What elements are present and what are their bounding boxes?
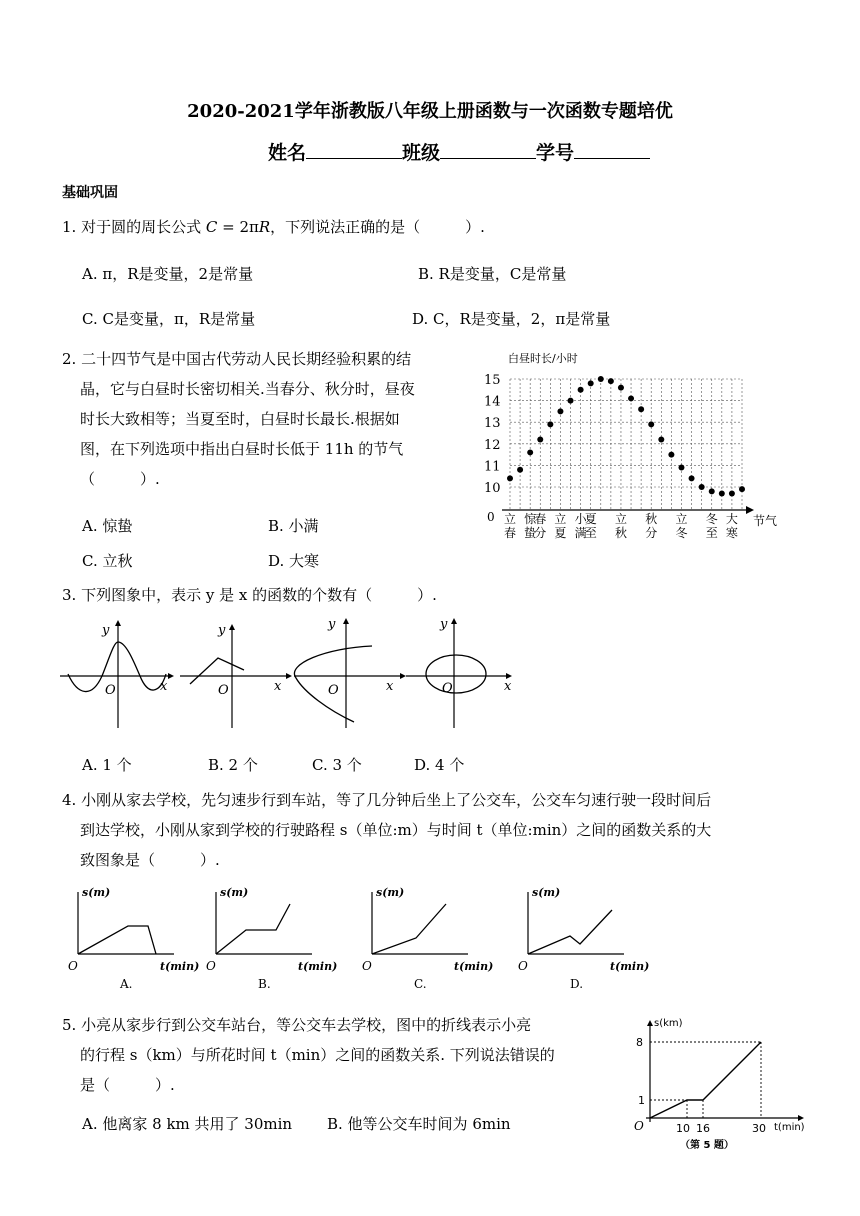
data-point xyxy=(668,452,674,458)
student-info-line xyxy=(268,138,650,165)
data-point xyxy=(578,387,584,393)
q4-curve xyxy=(216,904,290,954)
x-tick-label: 夏 xyxy=(554,526,567,540)
q5-line: 是（ ）. xyxy=(80,1076,175,1094)
data-point xyxy=(638,406,644,412)
q5-caption: （第 5 题） xyxy=(680,1140,734,1151)
q3-graph-4 xyxy=(406,617,512,728)
q4-graphs xyxy=(60,882,660,994)
q5-stem xyxy=(62,1010,632,1100)
chart-points xyxy=(507,376,745,496)
y-tick-label: 15 xyxy=(484,373,501,388)
svg-text:y: y xyxy=(218,623,226,638)
q4-option-label: C. xyxy=(414,977,427,991)
q5-ytick-8: 8 xyxy=(636,1036,643,1049)
x-tick-label: 满 xyxy=(574,526,587,540)
x-tick-label: 至 xyxy=(705,526,718,540)
q4-curve xyxy=(78,926,156,954)
data-point xyxy=(527,449,533,455)
q2-line: 2. 二十四节气是中国古代劳动人民长期经验积累的结 xyxy=(62,350,412,368)
data-point xyxy=(648,421,654,427)
q4-xlabel: t(min) xyxy=(454,960,494,973)
data-point xyxy=(568,398,574,404)
data-point xyxy=(598,376,604,382)
x-tick-label: 分 xyxy=(645,526,658,540)
q4-origin: O xyxy=(518,959,528,973)
q4-graph-d[interactable] xyxy=(518,886,649,991)
chart-origin: 0 xyxy=(487,510,495,524)
q5-xtick-16: 16 xyxy=(696,1122,710,1135)
svg-text:x: x xyxy=(160,679,168,694)
q3-stem: 3. 下列图象中，表示 y 是 x 的函数的个数有（ ）. xyxy=(62,586,437,604)
q2-line: 时长大致相等；当夏至时，白昼时长最长.根据如 xyxy=(80,410,400,428)
x-tick-label: 立 xyxy=(675,512,688,526)
q4-curve xyxy=(372,904,446,954)
q5-ytick-1: 1 xyxy=(638,1094,645,1107)
q4-curve xyxy=(528,910,612,954)
data-point xyxy=(547,421,553,427)
svg-text:y: y xyxy=(102,623,110,638)
x-tick-label: 冬 xyxy=(705,512,718,526)
q3-graphs xyxy=(56,612,526,732)
x-tick-label: 秋 xyxy=(614,526,627,540)
data-point xyxy=(557,408,563,414)
q3-graph-3 xyxy=(294,617,406,728)
x-tick-label: 立 xyxy=(554,512,567,526)
data-point xyxy=(618,385,624,391)
data-point xyxy=(608,378,614,384)
chart-y-ticks xyxy=(484,373,501,496)
q1-option-c[interactable]: C. C是变量，π，R是常量 xyxy=(82,310,256,328)
q4-option-label: D. xyxy=(570,977,584,991)
name-blank[interactable] xyxy=(306,140,402,159)
section-heading: 基础巩固 xyxy=(62,185,118,201)
q1-formula-c: C xyxy=(205,218,218,236)
chart-grid xyxy=(510,379,742,510)
q1-option-b[interactable]: B. R是变量，C是常量 xyxy=(418,265,567,283)
q3-option-a[interactable]: A. 1 个 xyxy=(82,756,132,774)
chart-xlabel: 节气 xyxy=(753,514,778,528)
y-tick-label: 14 xyxy=(484,394,501,410)
id-label: 学号 xyxy=(536,142,575,164)
q4-option-label: B. xyxy=(258,977,271,991)
q2-line: 晶，它与白昼时长密切相关.当春分、秋分时，昼夜 xyxy=(80,380,415,398)
q2-option-c[interactable]: C. 立秋 xyxy=(82,552,133,570)
q1-formula-r: R xyxy=(258,218,271,236)
q4-graph-a[interactable] xyxy=(68,886,199,991)
q5-option-b[interactable]: B. 他等公交车时间为 6min xyxy=(327,1115,511,1133)
q4-stem xyxy=(62,785,822,875)
q3-graph-1 xyxy=(60,620,174,728)
x-tick-label: 大 xyxy=(725,512,738,526)
svg-text:x: x xyxy=(274,679,282,694)
q1-formula-eq: = 2π xyxy=(217,218,259,236)
q1-stem xyxy=(62,212,485,242)
q4-line: 到达学校，小刚从家到学校的行驶路程 s（单位:m）与时间 t（单位:min）之间的函数关系的大 xyxy=(80,821,712,839)
q5-graph xyxy=(628,1012,808,1152)
svg-text:y: y xyxy=(328,617,336,632)
q5-polyline xyxy=(650,1042,761,1118)
data-point xyxy=(709,488,715,494)
page-title: 2020-2021学年浙教版八年级上册函数与一次函数专题培优 xyxy=(187,101,673,122)
q4-ylabel: s(m) xyxy=(82,886,111,899)
y-tick-label: 10 xyxy=(484,481,501,496)
q1-option-d[interactable]: D. C，R是变量，2，π是常量 xyxy=(412,310,611,328)
data-point xyxy=(588,380,594,386)
q5-xtick-30: 30 xyxy=(752,1122,766,1135)
data-point xyxy=(678,465,684,471)
data-point xyxy=(739,486,745,492)
svg-text:x: x xyxy=(504,679,512,694)
svg-text:y: y xyxy=(440,617,448,632)
q1-stem-a: 1. 对于圆的周长公式 xyxy=(62,218,206,236)
data-point xyxy=(729,490,735,496)
x-tick-label: 寒 xyxy=(725,526,738,540)
x-tick-label: 立 xyxy=(504,512,517,526)
q5-origin: O xyxy=(634,1119,644,1133)
q5-xlabel: t(min) xyxy=(774,1122,805,1133)
q4-xlabel: t(min) xyxy=(298,960,338,973)
q5-x-arrow xyxy=(798,1115,804,1121)
x-tick-label: 立 xyxy=(614,512,627,526)
svg-text:x: x xyxy=(386,679,394,694)
x-tick-label: 秋 xyxy=(645,512,658,526)
q5-ylabel: s(km) xyxy=(654,1018,683,1029)
q1-option-a[interactable]: A. π，R是变量，2是常量 xyxy=(82,265,254,283)
x-tick-label: 至 xyxy=(584,526,597,540)
q3-graph-2 xyxy=(180,623,292,728)
chart-x-labels xyxy=(504,511,738,540)
q4-origin: O xyxy=(362,959,372,973)
data-point xyxy=(517,467,523,473)
class-blank[interactable] xyxy=(440,140,536,159)
q5-y-arrow xyxy=(647,1020,653,1026)
data-point xyxy=(719,490,725,496)
q3-option-b[interactable]: B. 2 个 xyxy=(208,756,258,774)
q2-line: （ ）. xyxy=(80,470,160,488)
q2-option-d[interactable]: D. 大寒 xyxy=(268,552,320,570)
q3-option-c[interactable]: C. 3 个 xyxy=(312,756,362,774)
id-blank[interactable] xyxy=(574,140,650,159)
x-tick-label: 分 xyxy=(534,526,547,540)
q5-line: 的行程 s（km）与所花时间 t（min）之间的函数关系. 下列说法错误的 xyxy=(80,1046,555,1064)
q4-graph-c[interactable] xyxy=(362,886,493,991)
x-tick-label: 冬 xyxy=(675,526,688,540)
class-label: 班级 xyxy=(402,142,441,164)
y-tick-label: 13 xyxy=(484,416,501,432)
q2-line: 图，在下列选项中指出白昼时长低于 11h 的节气 xyxy=(80,440,404,458)
data-point xyxy=(628,395,634,401)
x-tick-label: 小 xyxy=(574,512,587,526)
q5-line: 5. 小亮从家步行到公交车站台，等公交车去学校，图中的折线表示小亮 xyxy=(62,1016,532,1034)
x-tick-label: 惊 xyxy=(524,512,537,526)
svg-text:O: O xyxy=(218,683,229,698)
data-point xyxy=(689,475,695,481)
svg-text:O: O xyxy=(105,683,116,698)
daylight-chart xyxy=(478,345,798,545)
q4-origin: O xyxy=(68,959,78,973)
data-point xyxy=(537,436,543,442)
q4-line: 致图象是（ ）. xyxy=(80,851,220,869)
chart-x-arrow xyxy=(746,506,754,514)
q1-stem-b: ，下列说法正确的是（ ）. xyxy=(270,218,485,236)
q2-option-b[interactable]: B. 小满 xyxy=(268,517,319,535)
x-tick-label: 夏 xyxy=(584,512,597,526)
q4-ylabel: s(m) xyxy=(376,886,405,899)
q5-xtick-10: 10 xyxy=(676,1122,690,1135)
q4-origin: O xyxy=(206,959,216,973)
q3-option-d[interactable]: D. 4 个 xyxy=(414,756,465,774)
data-point xyxy=(507,475,513,481)
chart-ylabel: 白昼时长/小时 xyxy=(508,352,578,365)
x-tick-label: 蛰 xyxy=(524,526,537,540)
q2-stem xyxy=(62,344,482,494)
x-tick-label: 春 xyxy=(534,512,547,526)
q4-option-label: A. xyxy=(120,977,133,991)
q4-xlabel: t(min) xyxy=(160,960,200,973)
data-point xyxy=(699,484,705,490)
q5-option-a[interactable]: A. 他离家 8 km 共用了 30min xyxy=(82,1115,293,1133)
q4-line: 4. 小刚从家去学校，先匀速步行到车站，等了几分钟后坐上了公交车，公交车匀速行驶一段时间后 xyxy=(62,791,712,809)
q4-ylabel: s(m) xyxy=(220,886,249,899)
q2-option-a[interactable]: A. 惊蛰 xyxy=(82,517,133,535)
y-tick-label: 12 xyxy=(484,437,501,453)
y-tick-label: 11 xyxy=(484,459,501,475)
q4-graph-b[interactable] xyxy=(206,886,337,991)
data-point xyxy=(658,436,664,442)
q4-xlabel: t(min) xyxy=(610,960,650,973)
svg-text:O: O xyxy=(328,683,339,698)
x-tick-label: 春 xyxy=(504,526,517,540)
svg-text:O: O xyxy=(442,681,453,696)
q4-ylabel: s(m) xyxy=(532,886,561,899)
name-label: 姓名 xyxy=(268,142,307,164)
